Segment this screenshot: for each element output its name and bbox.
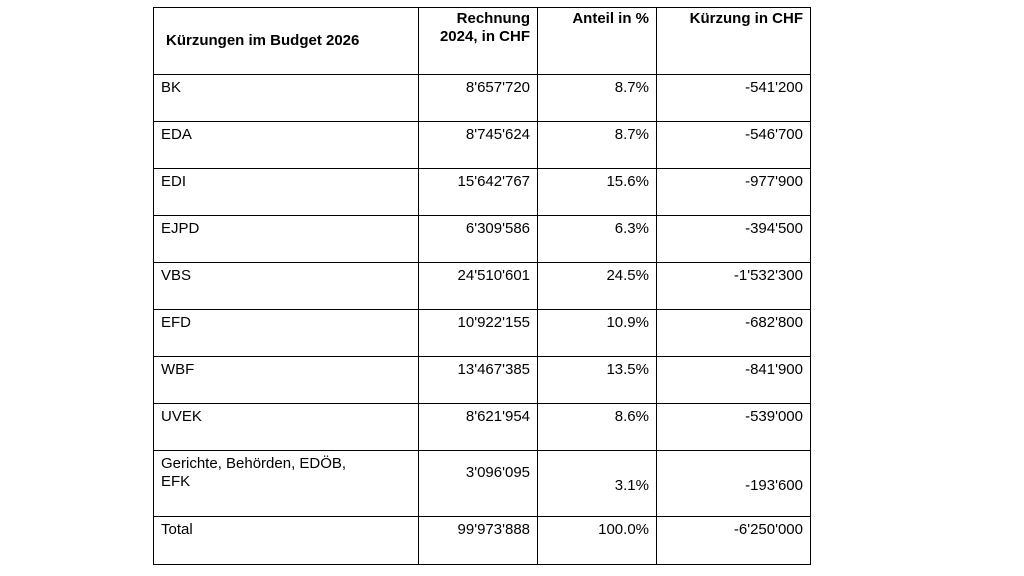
rechnung-value: 24'510'601	[419, 263, 538, 310]
department-name: EJPD	[154, 216, 419, 263]
total-row	[154, 517, 811, 565]
rechnung-value: 8'745'624	[419, 122, 538, 169]
kuerzung-value: -977'900	[657, 169, 811, 216]
table-row	[154, 357, 811, 404]
total-rechnung: 99'973'888	[419, 517, 538, 565]
header-rechnung-line1: Rechnung	[456, 10, 530, 27]
department-name: BK	[154, 75, 419, 122]
department-name: EDI	[154, 169, 419, 216]
anteil-value: 10.9%	[538, 310, 657, 357]
kuerzung-value: -541'200	[657, 75, 811, 122]
table-row	[154, 310, 811, 357]
kuerzung-value: -1'532'300	[657, 263, 811, 310]
anteil-value: 8.6%	[538, 404, 657, 451]
kuerzung-value: -539'000	[657, 404, 811, 451]
anteil-value: 3.1%	[538, 451, 657, 517]
header-rechnung	[419, 8, 538, 75]
rechnung-value: 10'922'155	[419, 310, 538, 357]
department-name-line2: EFK	[161, 473, 191, 490]
rechnung-value: 13'467'385	[419, 357, 538, 404]
anteil-value: 8.7%	[538, 122, 657, 169]
anteil-value: 15.6%	[538, 169, 657, 216]
header-rechnung-line2: 2024, in CHF	[439, 28, 530, 45]
kuerzung-value: -546'700	[657, 122, 811, 169]
total-anteil: 100.0%	[538, 517, 657, 565]
department-name: VBS	[154, 263, 419, 310]
anteil-value: 24.5%	[538, 263, 657, 310]
rechnung-value: 8'621'954	[419, 404, 538, 451]
rechnung-value: 3'096'095	[419, 451, 538, 517]
table-row	[154, 263, 811, 310]
header-department: Kürzungen im Budget 2026	[154, 8, 419, 75]
department-name-line1: Gerichte, Behörden, EDÖB,	[161, 455, 347, 472]
department-name: EFD	[154, 310, 419, 357]
header-row	[154, 8, 811, 75]
anteil-value: 8.7%	[538, 75, 657, 122]
department-name	[154, 451, 419, 517]
kuerzung-value: -193'600	[657, 451, 811, 517]
header-kuerzung: Kürzung in CHF	[657, 8, 811, 75]
table-row	[154, 216, 811, 263]
department-name: EDA	[154, 122, 419, 169]
budget-cuts-table	[153, 7, 811, 565]
total-label: Total	[154, 517, 419, 565]
department-name: UVEK	[154, 404, 419, 451]
table-row	[154, 451, 811, 517]
rechnung-value: 15'642'767	[419, 169, 538, 216]
table-row	[154, 122, 811, 169]
kuerzung-value: -682'800	[657, 310, 811, 357]
kuerzung-value: -841'900	[657, 357, 811, 404]
total-kuerzung: -6'250'000	[657, 517, 811, 565]
rechnung-value: 6'309'586	[419, 216, 538, 263]
rechnung-value: 8'657'720	[419, 75, 538, 122]
header-anteil: Anteil in %	[538, 8, 657, 75]
anteil-value: 13.5%	[538, 357, 657, 404]
kuerzung-value: -394'500	[657, 216, 811, 263]
table-row	[154, 404, 811, 451]
table-row	[154, 75, 811, 122]
anteil-value: 6.3%	[538, 216, 657, 263]
department-name: WBF	[154, 357, 419, 404]
table-row	[154, 169, 811, 216]
